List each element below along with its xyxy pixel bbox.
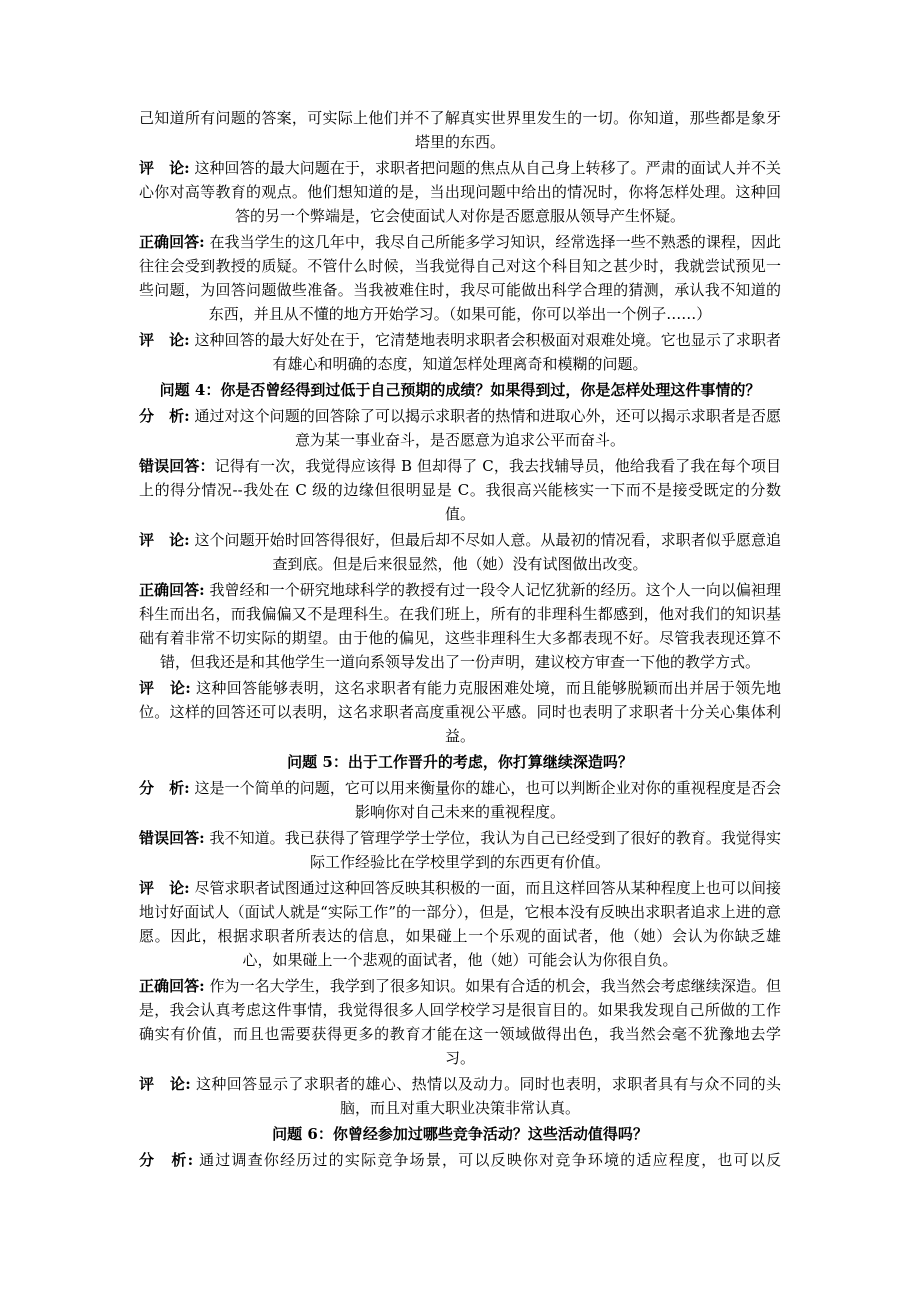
paragraph-label: 评 论: xyxy=(139,159,190,177)
paragraph-correct-answer-5 xyxy=(139,974,781,1070)
paragraph-label: 分 析: xyxy=(139,1151,194,1169)
paragraph-label: 分 析: xyxy=(139,779,190,797)
paragraph-comment-2 xyxy=(139,328,781,376)
paragraph-label: 错误回答: xyxy=(139,829,205,847)
paragraph-text: 己知道所有问题的答案，可实际上他们并不了解真实世界里发生的一切。你知道，那些都是象牙塔里的东西。 xyxy=(139,109,781,151)
paragraph-label: 评 论: xyxy=(139,679,191,697)
paragraph-label: 错误回答： xyxy=(139,457,215,475)
paragraph-text: 在我当学生的这几年中，我尽自己所能多学习知识，经常选择一些不熟悉的课程，因此往往会受到教授的质疑。不管什么时候，当我觉得自己对这个科目知之甚少时，我就尝试预见一些问题，为回答问题做些准备。当我被难住时，我尽可能做出科学合理的猜测，承认我不知道的东西，并且从不懂的地方开始学习。（如果可能，你可以举出一个例子……） xyxy=(139,233,781,323)
paragraph-comment-5b xyxy=(139,1072,781,1120)
paragraph-label: 评 论: xyxy=(139,879,190,897)
paragraph-analysis-4 xyxy=(139,404,781,452)
question-text: 问题 5：出于工作晋升的考虑，你打算继续深造吗？ xyxy=(287,753,633,771)
paragraph-text: 这是一个简单的问题，它可以用来衡量你的雄心，也可以判断企业对你的重视程度是否会影响你对自己未来的重视程度。 xyxy=(189,779,781,821)
document-page xyxy=(139,106,781,1174)
question-5-heading xyxy=(139,750,781,774)
paragraph-correct-answer-4 xyxy=(139,578,781,674)
paragraph-label: 正确回答: xyxy=(139,233,205,251)
paragraph-text: 这种回答的最大问题在于，求职者把问题的焦点从自己身上转移了。严肃的面试人并不关心你对高等教育的观点。他们想知道的是，当出现问题中给出的情况时，你将怎样处理。这种回答的另一个弊端是，它会使面试人对你是否愿意服从领导产生怀疑。 xyxy=(139,159,781,225)
paragraph-text: 记得有一次，我觉得应该得 B 但却得了 C，我去找辅导员，他给我看了我在每个项目上的得分情况--我处在 C 级的边缘但很明显是 C。我很高兴能核实一下而不是接受既定的分数值。 xyxy=(139,457,781,523)
question-text: 问题 6：你曾经参加过哪些竞争活动？这些活动值得吗？ xyxy=(272,1125,648,1143)
paragraph-comment-5a xyxy=(139,876,781,972)
paragraph-text: 我不知道。我已获得了管理学学士学位，我认为自己已经受到了很好的教育。我觉得实际工作经验比在学校里学到的东西更有价值。 xyxy=(204,829,781,871)
paragraph-comment-1 xyxy=(139,156,781,228)
paragraph-comment-4a xyxy=(139,528,781,576)
paragraph-label: 正确回答: xyxy=(139,581,205,599)
paragraph-text: 通过调查你经历过的实际竞争场景，可以反映你对竞争环境的适应程度，也可以反 xyxy=(193,1151,781,1169)
paragraph-text: 这个问题开始时回答得很好，但最后却不尽如人意。从最初的情况看，求职者似乎愿意追查到底。但是后来很显然，他（她）没有试图做出改变。 xyxy=(189,531,781,573)
paragraph-text: 尽管求职者试图通过这种回答反映其积极的一面，而且这样回答从某种程度上也可以间接地讨好面试人（面试人就是“实际工作”的一部分），但是，它根本没有反映出求职者追求上进的意愿。因此，根据求职者所表达的信息，如果碰上一个乐观的面试者，他（她）会认为你缺乏雄心，如果碰上一个悲观的面试者，他（她）可能会认为你很自负。 xyxy=(139,879,781,969)
paragraph-analysis-5 xyxy=(139,776,781,824)
paragraph-text: 这种回答能够表明，这名求职者有能力克服困难处境，而且能够脱颖而出并居于领先地位。这样的回答还可以表明，这名求职者高度重视公平感。同时也表明了求职者十分关心集体利益。 xyxy=(139,679,781,745)
paragraph-label: 评 论: xyxy=(139,1075,191,1093)
paragraph-text: 作为一名大学生，我学到了很多知识。如果有合适的机会，我当然会考虑继续深造。但是，我会认真考虑这件事情，我觉得很多人回学校学习是很盲目的。如果我发现自己所做的工作确实有价值，而且也需要获得更多的教育才能在这一领域做得出色，我当然会毫不犹豫地去学习。 xyxy=(139,977,781,1067)
paragraph-label: 评 论: xyxy=(139,331,190,349)
paragraph-analysis-6 xyxy=(139,1148,781,1172)
paragraph-text: 这种回答的最大好处在于，它清楚地表明求职者会积极面对艰难处境。它也显示了求职者有雄心和明确的态度，知道怎样处理离奇和模糊的问题。 xyxy=(189,331,781,373)
paragraph-correct-answer-1 xyxy=(139,230,781,326)
paragraph-label: 评 论: xyxy=(139,531,190,549)
question-4-heading xyxy=(139,378,781,402)
question-text: 问题 4：你是否曾经得到过低于自己预期的成绩？如果得到过，你是怎样处理这件事情的？ xyxy=(159,381,761,399)
paragraph-text: 我曾经和一个研究地球科学的教授有过一段令人记忆犹新的经历。这个人一向以偏袒理科生而出名，而我偏偏又不是理科生。在我们班上，所有的非理科生都感到，他对我们的知识基础有着非常不切实际的期望。由于他的偏见，这些非理科生大多都表现不好。尽管我表现还算不错，但我还是和其他学生一道向系领导发出了一份声明，建议校方审查一下他的教学方式。 xyxy=(139,581,781,671)
paragraph-wrong-answer-4 xyxy=(139,454,781,526)
paragraph-wrong-answer-5 xyxy=(139,826,781,874)
paragraph-label: 正确回答: xyxy=(139,977,205,995)
paragraph-comment-4b xyxy=(139,676,781,748)
question-6-heading xyxy=(139,1122,781,1146)
paragraph-continued xyxy=(139,106,781,154)
paragraph-text: 这种回答显示了求职者的雄心、热情以及动力。同时也表明，求职者具有与众不同的头脑，而且对重大职业决策非常认真。 xyxy=(190,1075,781,1117)
paragraph-label: 分 析: xyxy=(139,407,190,425)
paragraph-text: 通过对这个问题的回答除了可以揭示求职者的热情和进取心外，还可以揭示求职者是否愿意为某一事业奋斗，是否愿意为追求公平而奋斗。 xyxy=(189,407,781,449)
